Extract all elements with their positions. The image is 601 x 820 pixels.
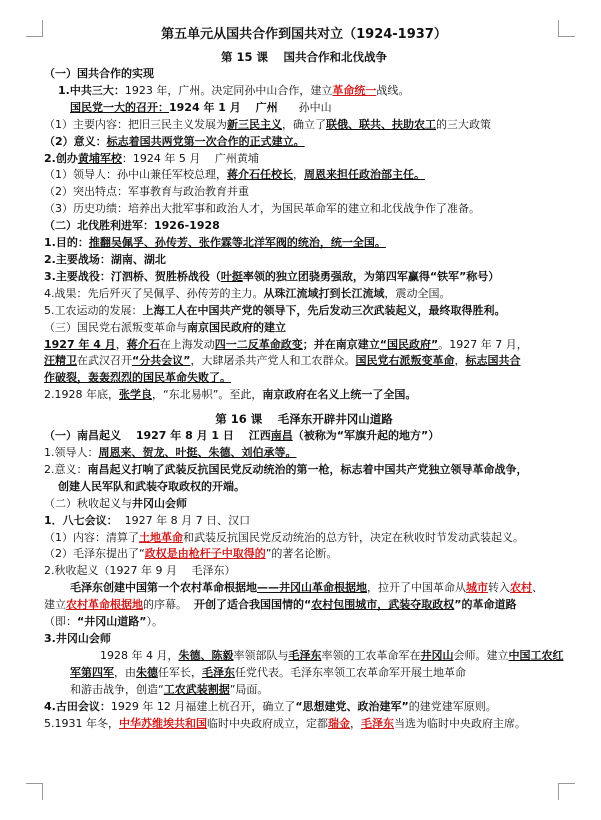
- l16-gutian: 4.古田会议：1929 年 12 月福建上杭召开，确立了“思想建党、政治建军”的建党建军原则。: [44, 699, 497, 713]
- l16-base-creation: 毛泽东创建中国第一个农村革命根据地——井冈山革命根据地，拉开了中国革命从城市转入农村、: [70, 581, 543, 595]
- l16-base-creation-cont: 建立农村革命根据地的序幕。 开创了适合我国国情的“农村包围城市，武装夺取政权”的革命道路: [44, 598, 517, 612]
- l16-significance: 2.意义：南昌起义打响了武装反抗国民党反动统治的第一枪，标志着中国共产党独立领导革命战争，: [44, 462, 528, 476]
- l15-northeast-flag: 2.1928 年底，张学良，“东北易帜”。至此，南京政府在名义上统一了全国。: [44, 388, 417, 402]
- lesson16-section1-heading: （一）南昌起义 1927 年 8 月 1 日 江西南昌（被称为“军旗升起的地方”）: [44, 429, 440, 443]
- l15-wang-jingwei: 汪精卫在武汉召开“分共会议”，大肆屠杀共产党人和工农群众。国民党右派叛变革命，标志国共合: [44, 354, 521, 368]
- l16-autumn-harvest: 2.秋收起义（1927 年 9 月 毛泽东）: [44, 564, 236, 578]
- l16-red-army: 军第四军，由朱德任军长，毛泽东任党代表。毛泽东率领工农革命军开展土地革命: [70, 665, 466, 679]
- l15-whampoa-merit: （3）历史功绩：培养出大批军事和政治人才，为国民革命军的建立和北伐战争作了准备。: [44, 202, 480, 216]
- l15-worker-movement: 5.工农运动的发展：上海工人在中国共产党的领导下，先后发动三次武装起义，最终取得胜利。: [44, 303, 506, 317]
- l16-armed-separation: 和游击战争，创造“工农武装割据”局面。: [70, 682, 269, 696]
- unit-title: 第五单元从国共合作到国共对立（1924-1937）: [161, 27, 447, 42]
- l15-battlefield: 2.主要战场：湖南、湖北: [44, 252, 166, 266]
- l15-main-content: （1）主要内容：把旧三民主义发展为新三民主义，确立了联俄、联共、扶助农工的三大政策: [44, 117, 491, 131]
- lesson15-section1-heading: （一）国共合作的实现: [44, 67, 154, 80]
- l16-significance-cont: 创建人民军队和武装夺取政权的开端。: [58, 479, 245, 493]
- lesson16-section2-heading: （二）秋收起义与井冈山会师: [44, 496, 187, 510]
- l16-meeting-detail: 1928 年 4 月，朱德、陈毅率领部队与毛泽东率领的工农革命军在井冈山会师。建立中国工农红: [100, 648, 564, 662]
- l15-point-cpc-third-congress: 1.中共三大：1923 年，广州。决定同孙中山合作，建立革命统一战线。: [58, 83, 410, 97]
- corner-mark-top-left: [26, 20, 43, 37]
- lesson16-title: 第 16 课 毛泽东开辟井冈山道路: [215, 412, 393, 427]
- l16-august7: 1．八七会议： 1927 年 8 月 7 日、汉口: [44, 513, 251, 527]
- l15-kmt-first-congress: 国民党一大的召开：1924 年 1 月 广州 孙中山: [70, 100, 332, 114]
- l15-coup: 1927 年 4 月，蒋介石在上海发动四一二反革命政变；并在南京建立“国民政府”。1927 年 7 月，: [44, 337, 528, 351]
- l16-august7-content: （1）内容：清算了土地革命和武装反抗国民党反动统治的总方针，决定在秋收时节发动武装起义。: [44, 530, 524, 544]
- lesson15-title: 第 15 课 国共合作和北伐战争: [220, 50, 387, 64]
- l15-northern-purpose: 1.目的：推翻吴佩孚、孙传芳、张作霖等北洋军阀的统治，统一全国。: [44, 236, 386, 250]
- l16-leaders: 1.领导人：周恩来、贺龙、叶挺、朱德、刘伯承等。: [44, 446, 297, 460]
- l16-jinggang-road: （即：“井冈山道路”）。: [44, 615, 163, 629]
- l15-results: 4.战果：先后歼灭了吴佩孚、孙传芳的主力。从珠江流域打到长江流域，震动全国。: [44, 286, 451, 300]
- l15-whampoa-feature: （2）突出特点：军事教育与政治教育并重: [44, 185, 249, 199]
- l15-significance: （2）意义：标志着国共两党第一次合作的正式建立。: [44, 134, 305, 148]
- l15-battles: 3.主要战役：汀泗桥、贺胜桥战役（叶挺率领的独立团骁勇强敌，为第四军赢得“铁军”称号）: [44, 269, 500, 283]
- lesson15-section3-heading: （三）国民党右派叛变革命与南京国民政府的建立: [44, 320, 286, 334]
- l15-whampoa-leaders: （1）领导人：孙中山兼任军校总理，蒋介石任校长，周恩来担任政治部主任。: [44, 168, 425, 182]
- corner-mark-bottom-right: [558, 783, 575, 800]
- document-page: [44, 26, 564, 732]
- l15-whampoa: 2.创办黄埔军校：1924 年 5 月 广州黄埔: [44, 151, 259, 165]
- l16-gun-theory: （2）毛泽东提出了“政权是由枪杆子中取得的”的著名论断。: [44, 547, 338, 561]
- l16-jinggang-meeting: 3.井冈山会师: [44, 632, 111, 645]
- corner-mark-bottom-left: [26, 783, 43, 800]
- l15-revolution-failed: 作破裂，轰轰烈烈的国民革命失败了。: [44, 371, 231, 385]
- lesson15-section2-heading: （二）北伐胜利进军：1926-1928: [44, 219, 220, 233]
- l16-soviet-republic: 5.1931 年冬，中华苏维埃共和国临时中央政府成立，定都瑞金，毛泽东当选为临时中央政府主席。: [44, 716, 526, 730]
